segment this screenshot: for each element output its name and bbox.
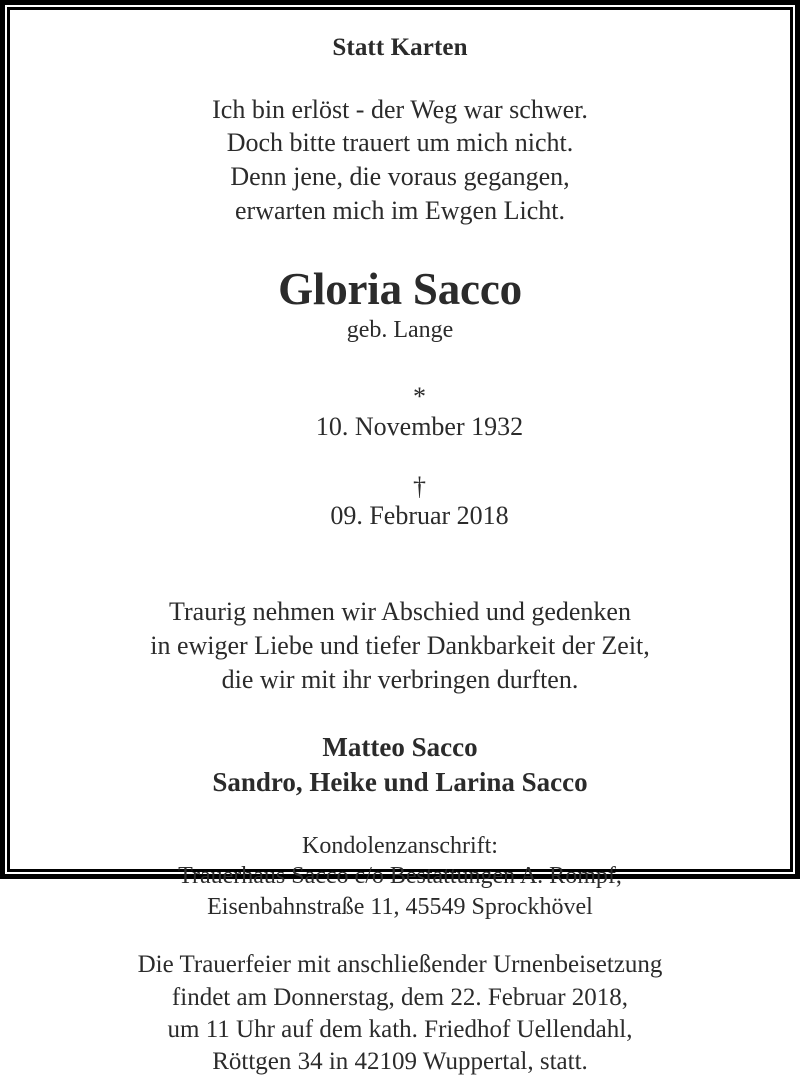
service-details-block [32,949,768,1078]
life-dates [32,352,768,561]
memorial-line-3: die wir mit ihr verbringen durften. [221,665,579,695]
condolence-block [32,831,768,924]
condolence-address-line-2: Eisenbahnstraße 11, 45549 Sprockhövel [207,894,593,921]
verse-line-1: Ich bin erlöst - der Weg war schwer. [212,94,588,124]
service-line-2: findet am Donnerstag, dem 22. Februar 2018, [171,983,629,1011]
verse-line-3: Denn jene, die voraus gegangen, [230,162,570,192]
survivors-block [32,730,768,800]
maiden-name: geb. Lange [346,317,454,344]
verse-block [32,93,768,228]
verse-line-4: erwarten mich im Ewgen Licht. [235,195,565,225]
deceased-name: Gloria Sacco [278,263,522,314]
service-line-1: Die Trauerfeier mit anschließender Urnenbeisetzung [137,951,663,979]
service-line-4: Röttgen 34 in 42109 Wuppertal, statt. [212,1048,588,1076]
memorial-line-1: Traurig nehmen wir Abschied und gedenken [169,597,631,627]
notice-content [10,10,790,1076]
survivor-line-2: Sandro, Heike und Larina Sacco [212,767,588,798]
birth-symbol: * [413,381,426,411]
memorial-line-2: in ewiger Liebe und tiefer Dankbarkeit der Zeit, [150,631,650,661]
condolence-label: Kondolenzanschrift: [302,832,498,859]
notice-heading: Statt Karten [332,34,468,61]
condolence-address-line-1: Trauerhaus Sacco c/o Bestattungen A. Rompf, [178,863,622,890]
birth-date: 10. November 1932 [315,411,524,441]
death-symbol: † [413,471,426,501]
survivor-line-1: Matteo Sacco [322,732,478,763]
verse-line-2: Doch bitte trauert um mich nicht. [226,128,574,158]
service-line-3: um 11 Uhr auf dem kath. Friedhof Uellendahl, [167,1015,633,1043]
memorial-text-block [32,595,768,697]
death-date: 09. Februar 2018 [330,501,509,531]
